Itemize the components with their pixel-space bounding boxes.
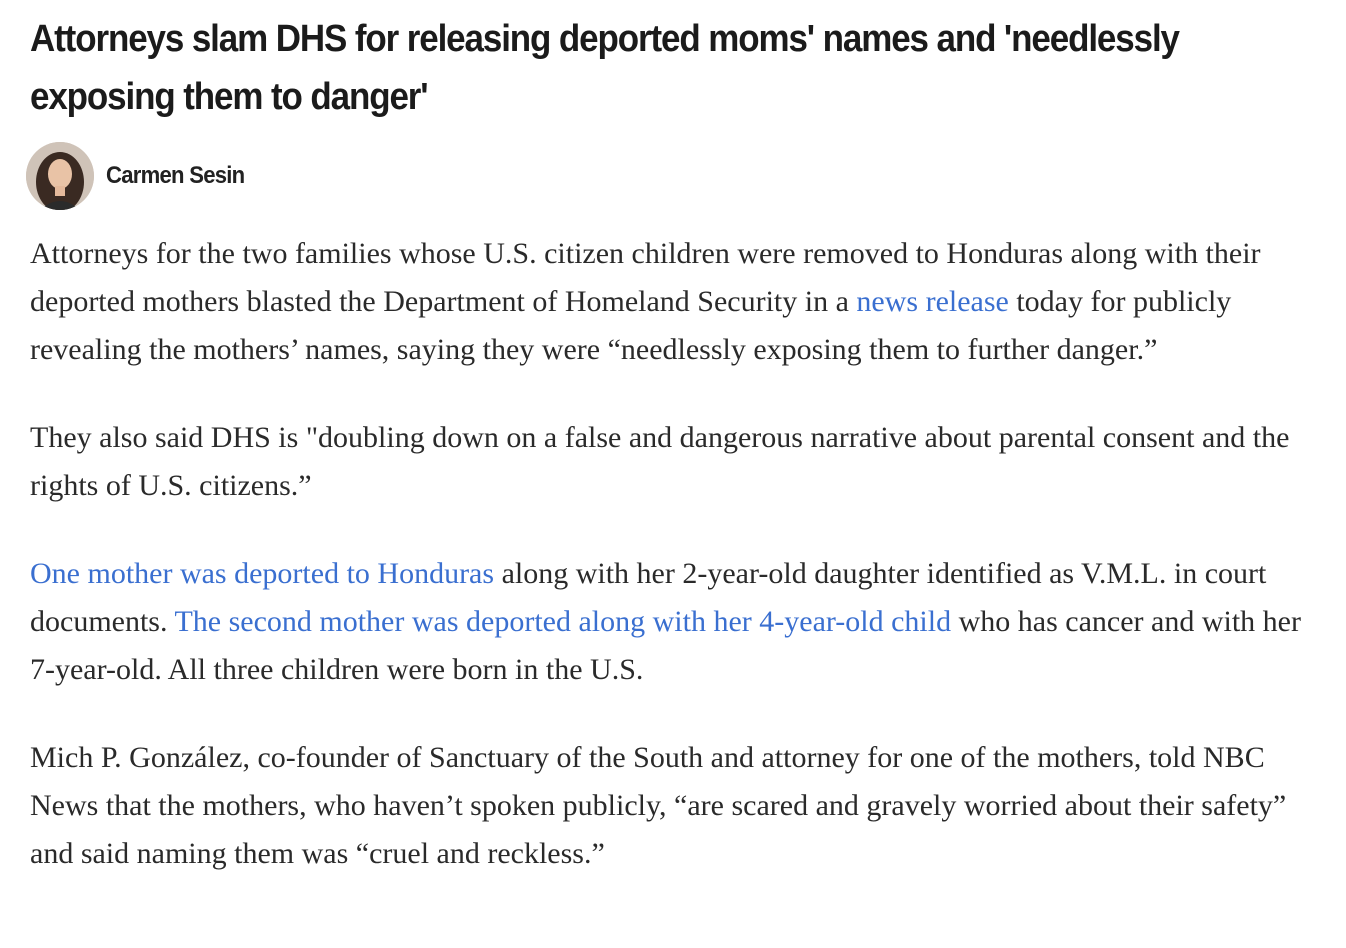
- paragraph-text: Mich P. González, co-founder of Sanctuary of the South and attorney for one of the mothers, told NBC News that the mothers, who haven’t spoken publicly, “are scared and gravely worried about their safety” and said naming them was “cruel and reckless.”: [30, 741, 1287, 870]
- paragraph: [30, 230, 1330, 374]
- article-body: [30, 230, 1330, 918]
- author-avatar[interactable]: [26, 142, 94, 210]
- paragraph: [30, 734, 1330, 878]
- paragraph-text: along with her 2-year-old daughter identified as V.M.L. in court documents.: [30, 557, 1267, 638]
- inline-link[interactable]: One mother was deported to Honduras: [30, 557, 495, 590]
- article: [30, 0, 1320, 870]
- paragraph-text: They also said DHS is "doubling down on a false and dangerous narrative about parental consent and the rights of U.S. citizens.”: [30, 421, 1290, 502]
- byline: [26, 142, 256, 210]
- headline: Attorneys slam DHS for releasing deported moms' names and 'needlessly exposing them to danger': [30, 18, 1179, 118]
- paragraph: [30, 550, 1330, 694]
- inline-link[interactable]: The second mother was deported along with her 4-year-old child: [174, 605, 952, 638]
- author-photo: [26, 142, 94, 210]
- paragraph-text: today for publicly revealing the mothers’ names, saying they were “needlessly exposing them to further danger.”: [30, 285, 1232, 366]
- paragraph-text: who has cancer and with her 7-year-old. All three children were born in the U.S.: [30, 605, 1301, 686]
- paragraph: [30, 414, 1330, 510]
- inline-link[interactable]: news release: [856, 285, 1009, 318]
- author-name[interactable]: Carmen Sesin: [106, 162, 245, 189]
- paragraph-text: Attorneys for the two families whose U.S. citizen children were removed to Honduras along with their deported mothers blasted the Department of Homeland Security in a: [30, 237, 1261, 318]
